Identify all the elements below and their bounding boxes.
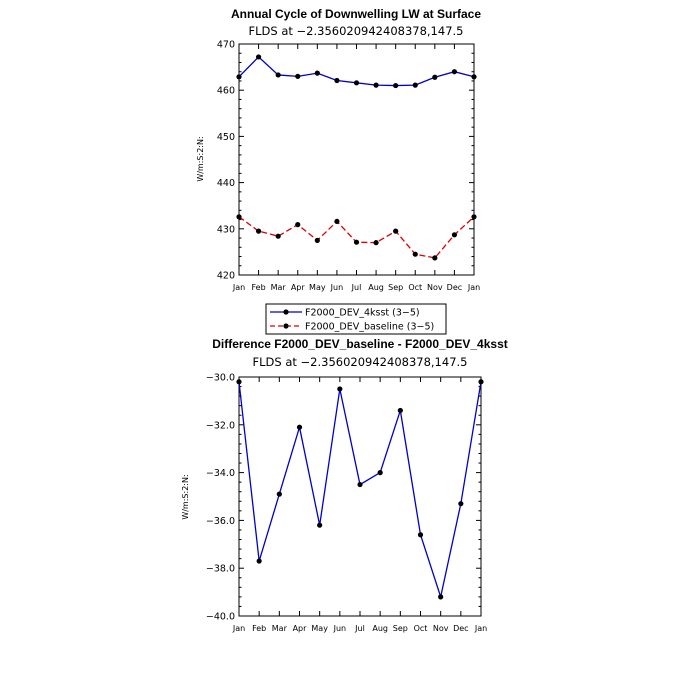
chart2-series — [236, 379, 483, 599]
series-1-point — [257, 558, 262, 563]
x-tick-label: Aug — [372, 624, 388, 633]
y-tick-label: −30.0 — [205, 372, 235, 384]
series-1-point — [295, 74, 300, 79]
x-tick-label: Jan — [467, 283, 481, 292]
x-tick-label: Sep — [392, 624, 408, 633]
series-1-point — [354, 80, 359, 85]
x-tick-label: Feb — [251, 283, 266, 292]
chart1-subtitle: FLDS at −2.356020942408378,147.5 — [248, 24, 464, 38]
x-tick-label: Mar — [270, 283, 286, 292]
y-tick-label: −40.0 — [205, 611, 235, 623]
x-tick-label: Oct — [408, 283, 423, 292]
x-tick-label: Jan — [232, 624, 246, 633]
series-1-point — [438, 594, 443, 599]
series-1-point — [478, 379, 483, 384]
x-tick-label: Dec — [446, 283, 463, 292]
legend-label-series-1: F2000_DEV_4ksst (3−5) — [305, 307, 420, 319]
series-1-point — [334, 78, 339, 83]
series-1-point — [393, 83, 398, 88]
y-tick-label: 450 — [216, 131, 235, 143]
series-2-point — [276, 234, 281, 239]
y-tick-label: 420 — [216, 270, 235, 282]
series-2-point — [373, 240, 378, 245]
x-tick-label: May — [311, 624, 328, 633]
x-tick-label: Nov — [432, 624, 449, 633]
series-1-point — [276, 72, 281, 77]
series-1-point — [315, 71, 320, 76]
chart1-series — [236, 54, 476, 260]
series-2-point — [393, 229, 398, 234]
x-tick-label: Jun — [333, 624, 347, 633]
series-2-point — [295, 222, 300, 227]
legend-marker-series-2 — [283, 323, 288, 328]
x-tick-label: Dec — [453, 624, 469, 633]
series-2-point — [452, 232, 457, 237]
x-tick-label: Jul — [351, 283, 362, 292]
series-1-point — [413, 83, 418, 88]
series-2-point — [256, 229, 261, 234]
legend-label-series-2: F2000_DEV_baseline (3−5) — [305, 321, 435, 333]
y-tick-label: −36.0 — [205, 515, 235, 527]
chart1-title: Annual Cycle of Downwelling LW at Surface — [230, 7, 482, 21]
x-tick-label: Oct — [413, 624, 428, 633]
legend-marker-series-1 — [283, 309, 288, 314]
chart2-subtitle: FLDS at −2.356020942408378,147.5 — [252, 355, 468, 369]
series-2-point — [432, 255, 437, 260]
series-2-point — [236, 214, 241, 219]
x-tick-label: Jan — [232, 283, 246, 292]
series-1-point — [378, 470, 383, 475]
series-1-point — [337, 386, 342, 391]
series-2-point — [471, 214, 476, 219]
series-1-point — [471, 74, 476, 79]
x-tick-label: Mar — [271, 624, 287, 633]
chart2-y-axis-label: W/m:S:2:N: — [181, 474, 190, 520]
series-2-point — [413, 252, 418, 257]
series-1-point — [398, 408, 403, 413]
chart-difference — [181, 337, 508, 633]
y-tick-label: 440 — [216, 178, 235, 190]
chart2-title: Difference F2000_DEV_baseline - F2000_DEV_4ksst — [212, 337, 508, 351]
y-tick-label: −34.0 — [205, 468, 235, 480]
x-tick-label: Apr — [292, 624, 307, 633]
x-tick-label: Apr — [290, 283, 305, 292]
chart2-y-ticks — [206, 373, 481, 623]
series-1-point — [418, 532, 423, 537]
series-1-point — [458, 501, 463, 506]
chart1-legend — [266, 304, 446, 334]
series-line-2 — [239, 217, 474, 258]
y-tick-label: 430 — [216, 224, 235, 236]
x-tick-label: Nov — [427, 283, 443, 292]
series-1-point — [373, 83, 378, 88]
x-tick-label: Aug — [368, 283, 384, 292]
series-2-point — [354, 240, 359, 245]
x-tick-label: Feb — [252, 624, 267, 633]
series-1-point — [236, 379, 241, 384]
x-tick-label: Jul — [355, 624, 365, 633]
series-1-point — [357, 482, 362, 487]
series-1-point — [317, 523, 322, 528]
y-tick-label: 470 — [216, 39, 235, 51]
chart2-x-ticks — [232, 377, 487, 633]
y-tick-label: −32.0 — [205, 420, 235, 432]
chart1-y-axis-label: W/m:S:2:N: — [196, 136, 205, 182]
series-1-point — [256, 54, 261, 59]
series-1-point — [297, 425, 302, 430]
x-tick-label: May — [309, 283, 326, 292]
x-tick-label: Sep — [388, 283, 404, 292]
series-line-1 — [239, 382, 481, 597]
y-tick-label: 460 — [216, 85, 235, 97]
series-1-point — [432, 75, 437, 80]
series-2-point — [334, 219, 339, 224]
series-1-point — [236, 74, 241, 79]
chart-annual-cycle — [196, 7, 481, 292]
x-tick-label: Jun — [330, 283, 344, 292]
series-2-point — [315, 238, 320, 243]
series-1-point — [452, 69, 457, 74]
x-tick-label: Jan — [474, 624, 488, 633]
y-tick-label: −38.0 — [205, 563, 235, 575]
series-1-point — [277, 492, 282, 497]
